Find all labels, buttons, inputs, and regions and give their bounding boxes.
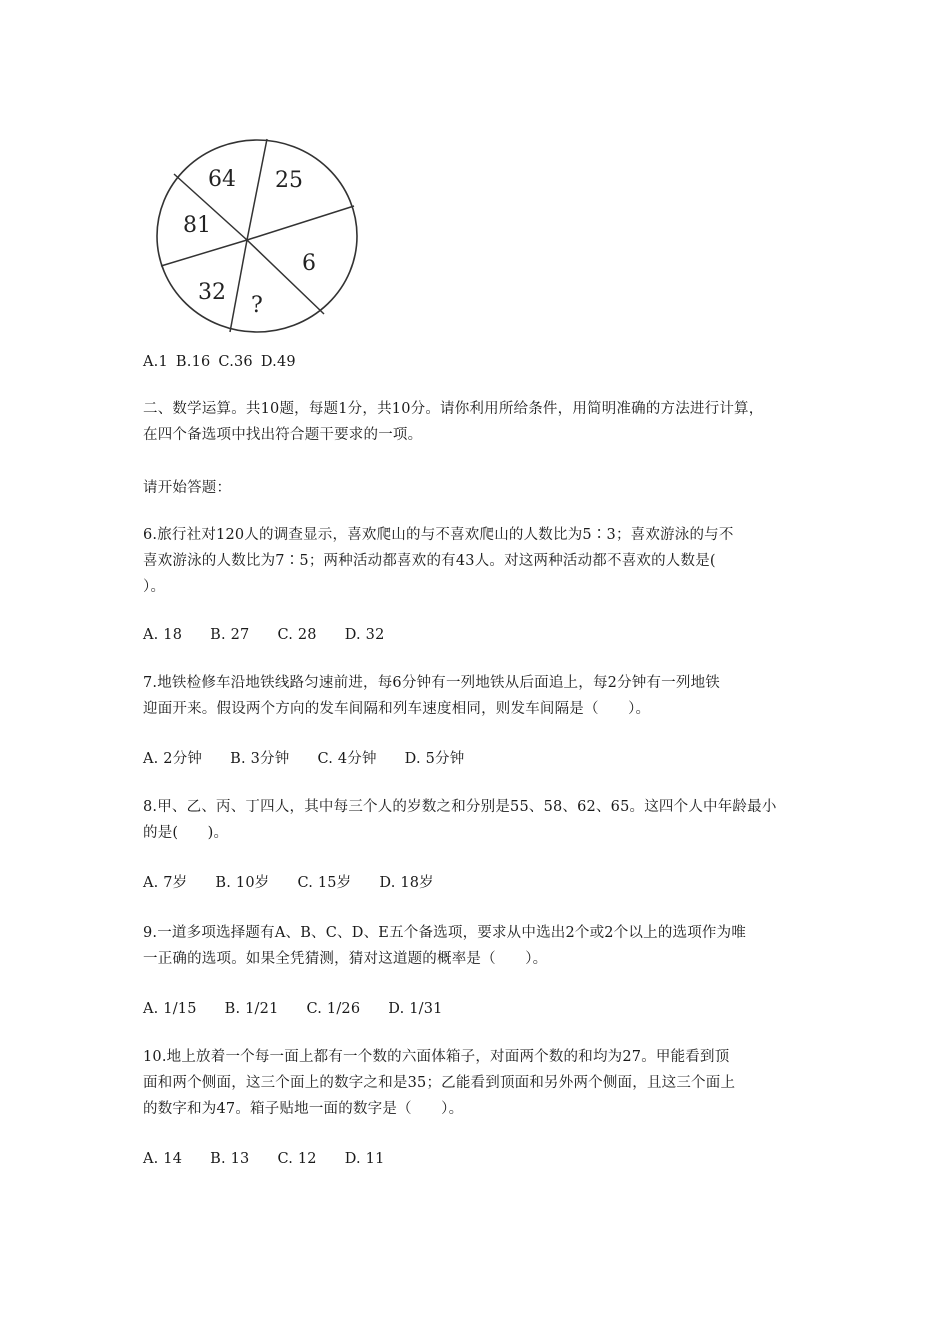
q5-options (143, 352, 304, 372)
option-b: B. 13 (210, 1151, 250, 1167)
option-a: A. 18 (143, 627, 183, 643)
q10-text-line-3: 的数字和为47。箱子贴地一面的数字是（ ）。 (143, 1101, 464, 1117)
option-c: C. 4分钟 (317, 751, 377, 767)
option-c: C. 15岁 (297, 875, 352, 891)
option-b: B. 1/21 (224, 1001, 279, 1017)
section-heading-line-2: 在四个备选项中找出符合题干要求的一项。 (143, 427, 423, 443)
option-b: B.16 (175, 354, 211, 370)
option-a: A. 1/15 (143, 1001, 197, 1017)
q8-options (143, 873, 462, 893)
option-d: D. 1/31 (388, 1001, 443, 1017)
divider-line-left (161, 240, 247, 266)
q6-text-line-3: ）。 (143, 579, 166, 595)
q6-options (143, 625, 413, 645)
option-b: B. 27 (210, 627, 250, 643)
option-d: D. 5分钟 (404, 751, 465, 767)
start-answering-text: 请开始答题： (143, 480, 232, 496)
q6-text-line-1: 6.旅行社对120人的调查显示，喜欢爬山的与不喜欢爬山的人数比为5∶3；喜欢游泳的与不 (143, 527, 734, 543)
figure-number-6: 6 (302, 251, 316, 276)
option-d: D.49 (260, 354, 296, 370)
option-a: A.1 (143, 354, 168, 370)
q7-text-line-2: 迎面开来。假设两个方向的发车间隔和列车速度相同，则发车间隔是（ ）。 (143, 701, 651, 717)
number-circle-figure (152, 136, 362, 336)
q8-text-line-1: 8.甲、乙、丙、丁四人，其中每三个人的岁数之和分别是55、58、62、65。这四个人中年龄最小 (143, 799, 777, 815)
divider-line-top (247, 139, 267, 240)
section-heading-line-1: 二、数学运算。共10题，每题1分，共10分。请你利用所给条件，用简明准确的方法进行计算， (143, 401, 764, 417)
q9-options (143, 999, 471, 1019)
option-d: D. 32 (344, 627, 385, 643)
q9-text-line-1: 9.一道多项选择题有A、B、C、D、E五个备选项，要求从中选出2个或2个以上的选项作为唯 (143, 925, 747, 941)
figure-number-81: 81 (183, 213, 211, 238)
figure-number-32: 32 (198, 280, 226, 305)
figure-number-64: 64 (208, 167, 236, 192)
option-b: B. 10岁 (215, 875, 270, 891)
q6-text-line-2: 喜欢游泳的人数比为7∶5；两种活动都喜欢的有43人。对这两种活动都不喜欢的人数是( (143, 553, 716, 569)
divider-line-right (247, 206, 354, 240)
option-b: B. 3分钟 (230, 751, 290, 767)
q9-text-line-2: 一正确的选项。如果全凭猜测，猜对这道题的概率是（ ）。 (143, 951, 548, 967)
q7-text-line-1: 7.地铁检修车沿地铁线路匀速前进，每6分钟有一列地铁从后面追上，每2分钟有一列地铁 (143, 675, 720, 691)
figure-number-25: 25 (275, 168, 303, 193)
option-a: A. 2分钟 (143, 751, 203, 767)
option-c: C.36 (218, 354, 253, 370)
option-c: C. 1/26 (306, 1001, 361, 1017)
option-a: A. 14 (143, 1151, 183, 1167)
option-a: A. 7岁 (143, 875, 188, 891)
q10-text-line-1: 10.地上放着一个每一面上都有一个数的六面体箱子，对面两个数的和均为27。甲能看到顶 (143, 1049, 730, 1065)
option-d: D. 18岁 (379, 875, 434, 891)
q10-text-line-2: 面和两个侧面，这三个面上的数字之和是35；乙能看到顶面和另外两个侧面，且这三个面上 (143, 1075, 736, 1091)
option-c: C. 28 (277, 627, 317, 643)
q8-text-line-2: 的是( )。 (143, 825, 229, 841)
circle-diagram (152, 136, 362, 336)
option-d: D. 11 (344, 1151, 385, 1167)
q10-options (143, 1149, 413, 1169)
divider-line-bottom (230, 240, 247, 332)
figure-question-mark: ? (251, 293, 263, 318)
q7-options (143, 749, 492, 769)
option-c: C. 12 (277, 1151, 317, 1167)
